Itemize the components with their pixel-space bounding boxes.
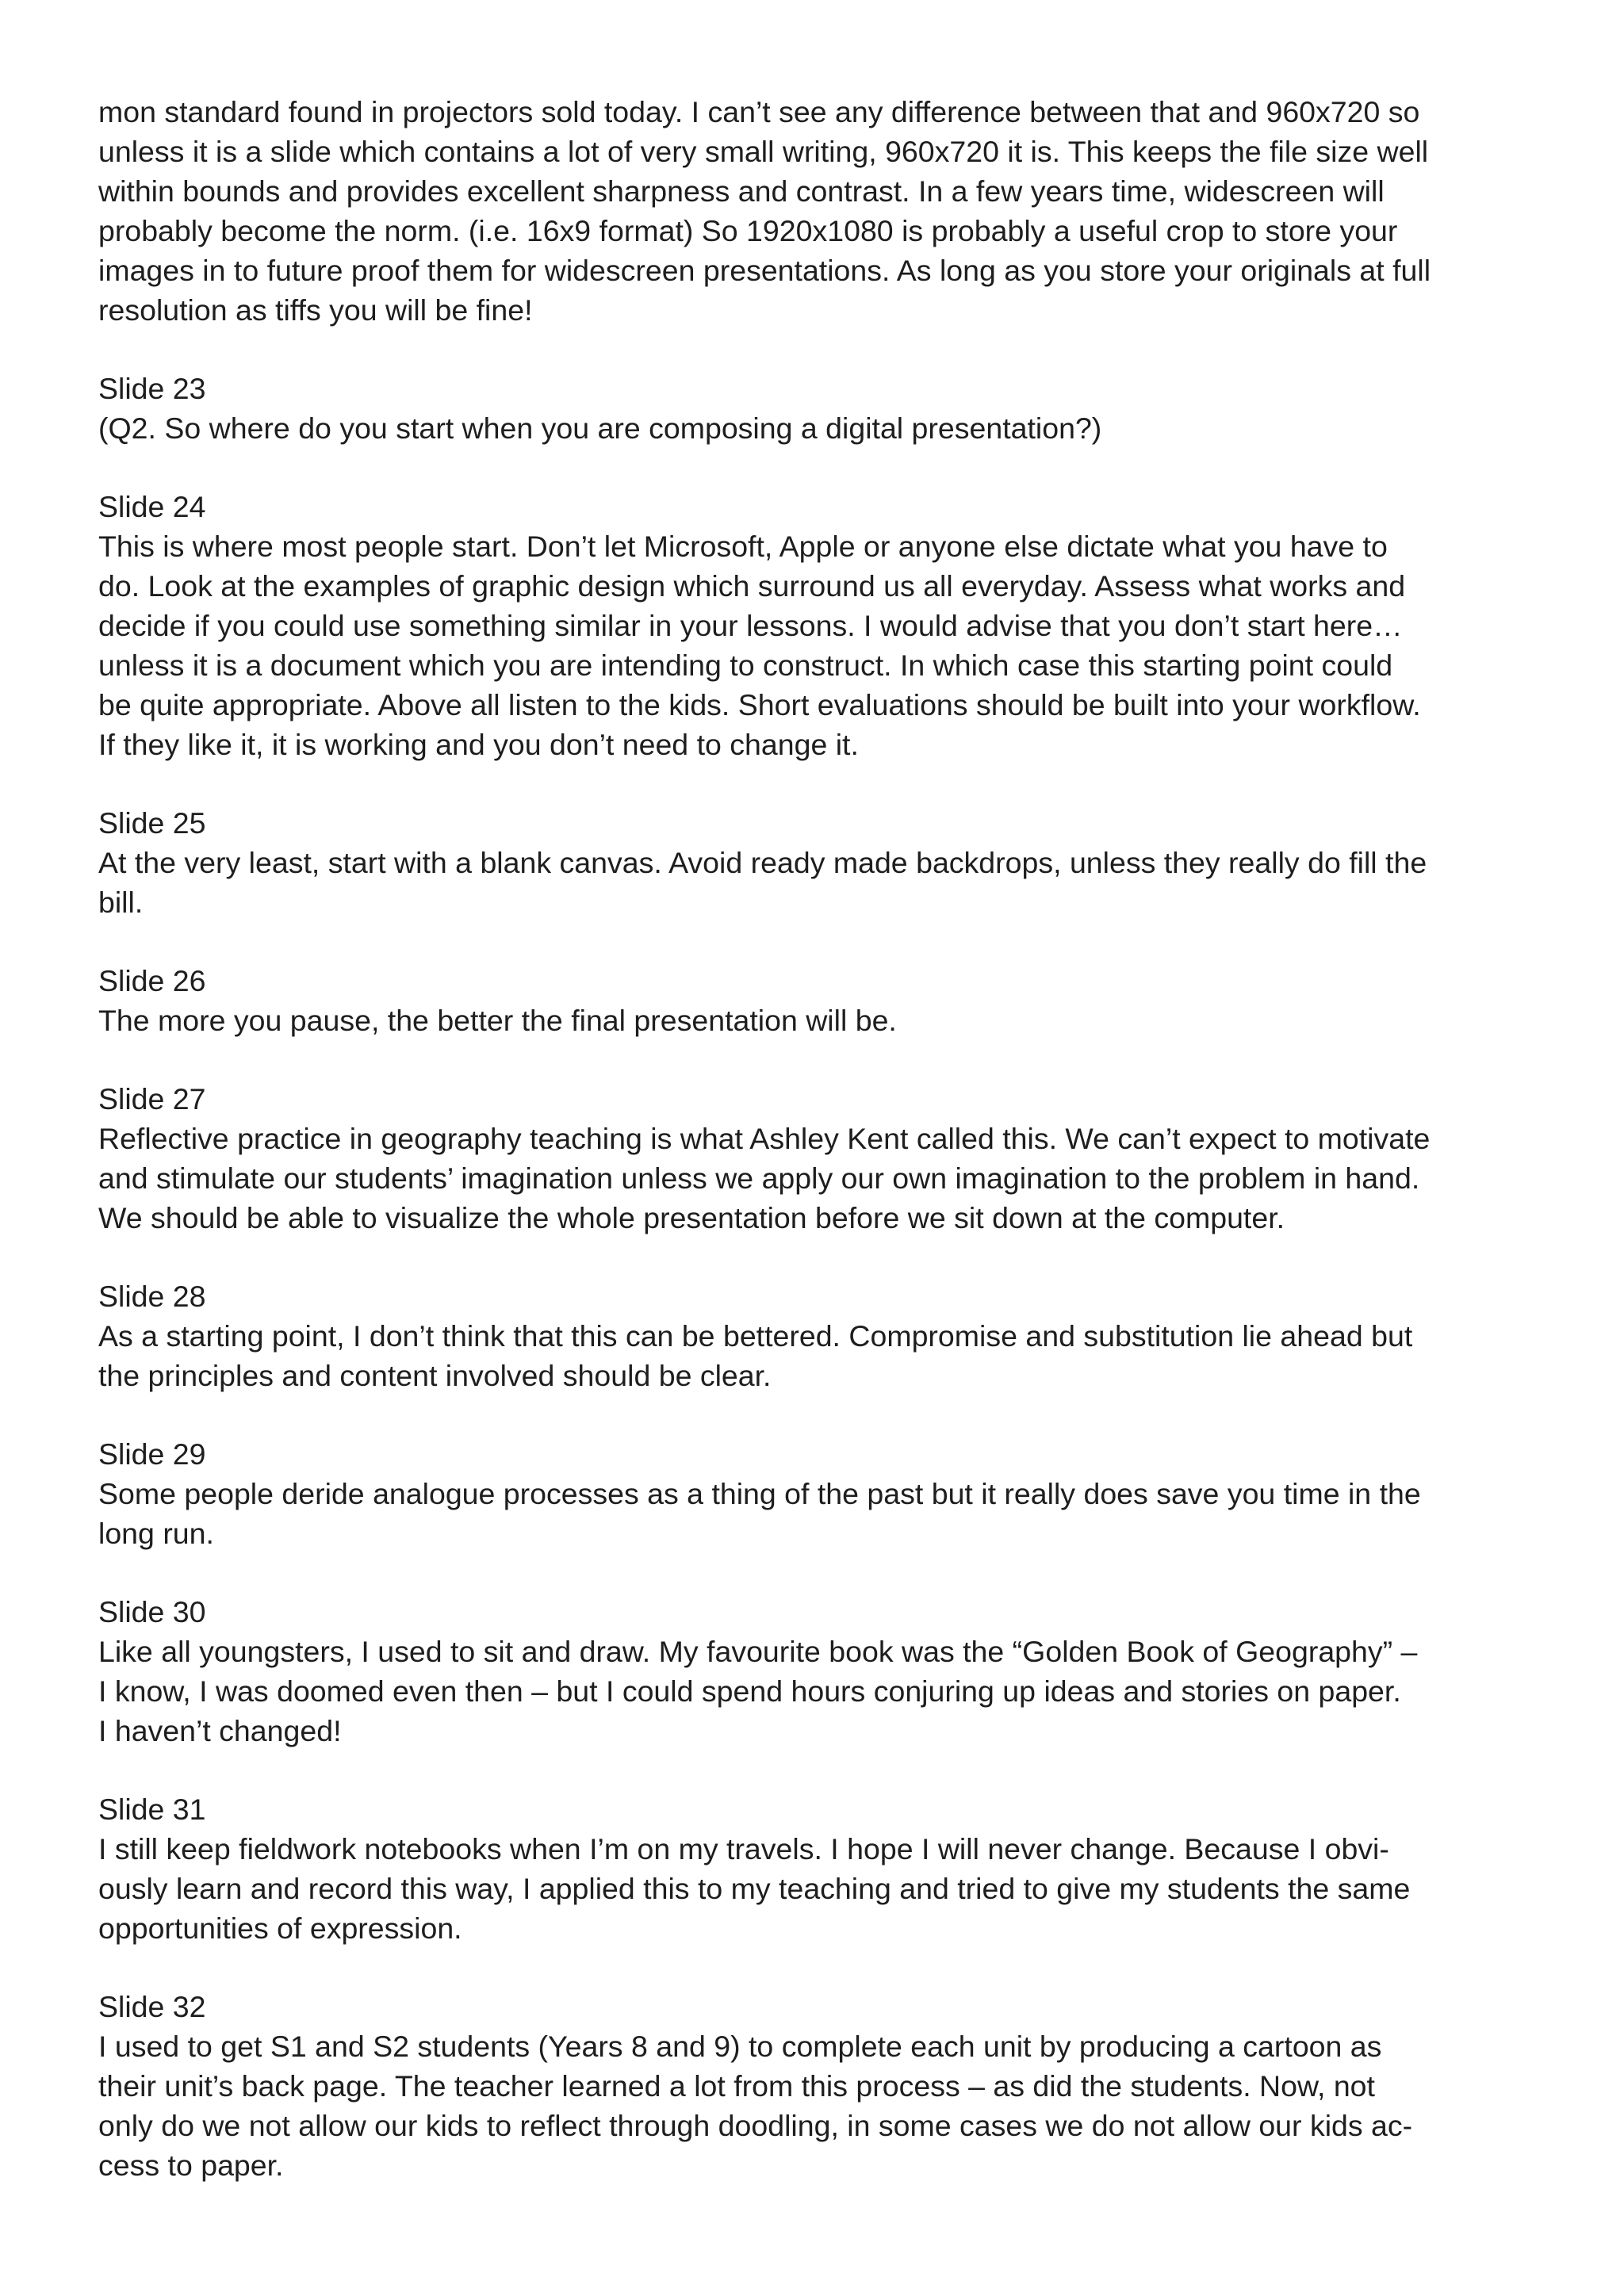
slide-section: [98, 1987, 1534, 2185]
slide-text: The more you pause, the better the final presentation will be.: [98, 1004, 897, 1037]
slide-heading: Slide 26: [98, 964, 206, 997]
slide-text: This is where most people start. Don’t let Microsoft, Apple or anyone else dictate what you have to do. Look at the examples of graphic design which surround us all everyday. Assess what works and decide if you could use something similar in your lessons. I would advise that you don’t start here… unless it is a document which you are intending to construct. In which case this starting point could be quite appropriate. Above all listen to the kids. Short evaluations should be built into your workflow. If they like it, it is working and you don’t need to change it.: [98, 530, 1421, 761]
slide-section: [98, 803, 1534, 922]
slide-section: [98, 369, 1534, 448]
slide-text: Some people deride analogue processes as a thing of the past but it really does save you time in the long run.: [98, 1477, 1421, 1550]
slide-text: As a starting point, I don’t think that this can be bettered. Compromise and substitution lie ahead but the principles and content involved should be clear.: [98, 1319, 1413, 1392]
slide-heading: Slide 25: [98, 806, 206, 840]
slide-text: I still keep fieldwork notebooks when I’m on my travels. I hope I will never change. Because I obvi- ously learn and record this way, I applied this to my teaching and tried to give my students the same opportunities of expression.: [98, 1832, 1411, 1945]
slide-text: At the very least, start with a blank canvas. Avoid ready made backdrops, unless they really do fill the bill.: [98, 846, 1427, 919]
slide-section: [98, 1592, 1534, 1751]
slide-text: (Q2. So where do you start when you are composing a digital presentation?): [98, 411, 1102, 445]
slide-heading: Slide 30: [98, 1595, 206, 1628]
intro-paragraph: mon standard found in projectors sold today. I can’t see any difference between that and 960x720 so unless it is a slide which contains a lot of very small writing, 960x720 it is. This keeps the file size well within bounds and provides excellent sharpness and contrast. In a few years time, widescreen will probably become the norm. (i.e. 16x9 format) So 1920x1080 is probably a useful crop to store your images in to future proof them for widescreen presentations. As long as you store your originals at full resolution as tiffs you will be fine!: [98, 95, 1431, 327]
slide-heading: Slide 24: [98, 490, 206, 523]
document-page: [98, 92, 1534, 2224]
slide-section: [98, 1276, 1534, 1395]
slide-heading: Slide 32: [98, 1990, 206, 2023]
slide-section: [98, 1789, 1534, 1948]
slide-section: [98, 961, 1534, 1040]
slide-heading: Slide 23: [98, 372, 206, 405]
slide-text: Like all youngsters, I used to sit and draw. My favourite book was the “Golden Book of Geography” – I know, I was doomed even then – but I could spend hours conjuring up ideas and stories on paper. I haven’t changed!: [98, 1635, 1418, 1747]
slide-text: I used to get S1 and S2 students (Years 8 and 9) to complete each unit by producing a cartoon as their unit’s back page. The teacher learned a lot from this process – as did the students. Now, not only do we not allow our kids to reflect through doodling, in some cases we do not allow our kids ac- cess to paper.: [98, 2030, 1413, 2182]
slide-section: [98, 1079, 1534, 1238]
slide-section: [98, 487, 1534, 764]
slide-section: [98, 1434, 1534, 1553]
slide-heading: Slide 27: [98, 1082, 206, 1115]
slide-heading: Slide 31: [98, 1793, 206, 1826]
slide-heading: Slide 29: [98, 1437, 206, 1471]
slide-text: Reflective practice in geography teaching is what Ashley Kent called this. We can’t expect to motivate and stimulate our students’ imagination unless we apply our own imagination to the problem in hand. We should be able to visualize the whole presentation before we sit down at the computer.: [98, 1122, 1431, 1234]
slide-heading: Slide 28: [98, 1280, 206, 1313]
